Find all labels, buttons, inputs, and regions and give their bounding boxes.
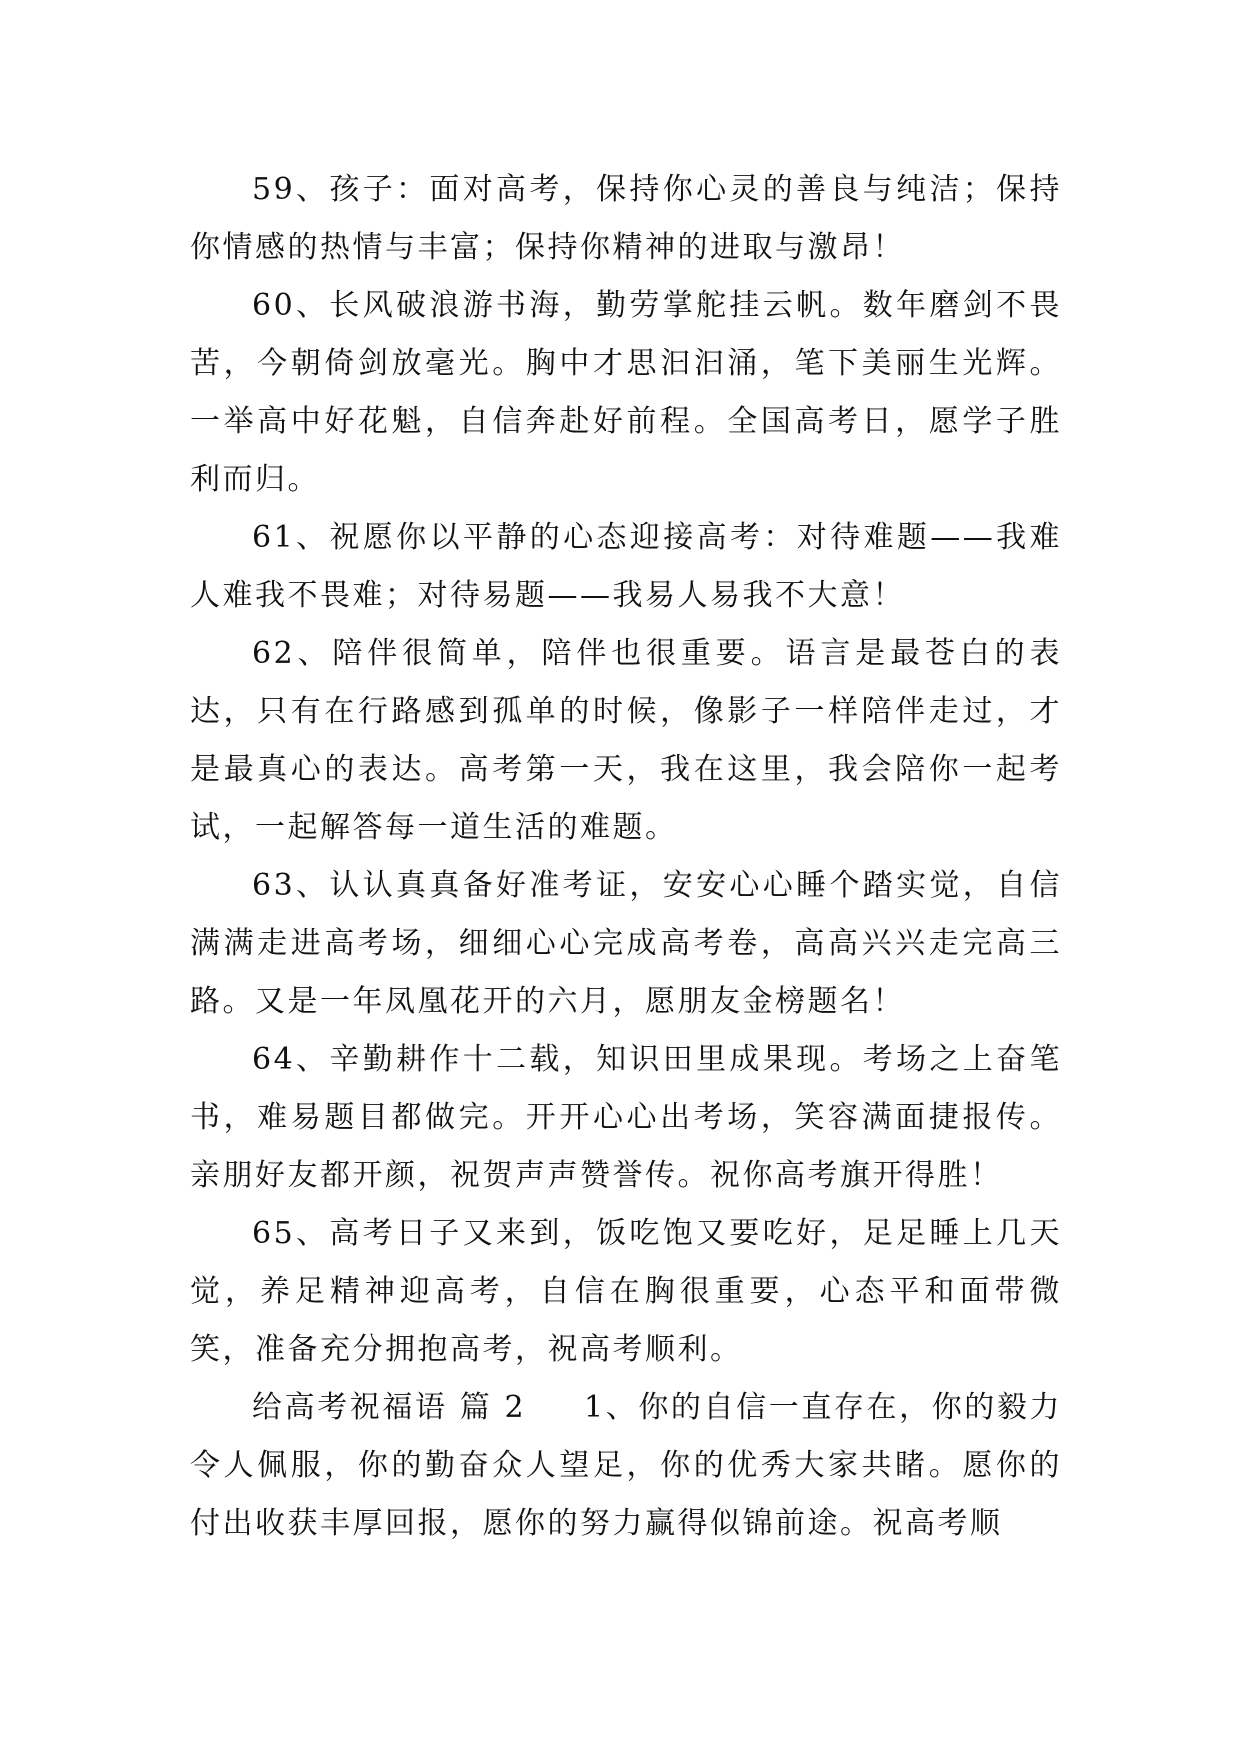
section-paragraph <box>190 1379 1062 1553</box>
paragraph-63: 63、认认真真备好准考证，安安心心睡个踏实觉，自信满满走进高考场，细细心心完成高考卷，高高兴兴走完高三路。又是一年凤凰花开的六月，愿朋友金榜题名！ <box>190 868 1062 1019</box>
paragraph-59: 59、孩子：面对高考，保持你心灵的善良与纯洁；保持你情感的热情与丰富；保持你精神的进取与激昂！ <box>190 172 1062 265</box>
section-title: 给高考祝福语 篇 2 <box>252 1390 527 1425</box>
document-body <box>190 161 1062 1553</box>
paragraph-62: 62、陪伴很简单，陪伴也很重要。语言是最苍白的表达，只有在行路感到孤单的时候，像影子一样陪伴走过，才是最真心的表达。高考第一天，我在这里，我会陪你一起考试，一起解答每一道生活的难题。 <box>190 636 1062 845</box>
paragraph-64: 64、辛勤耕作十二载，知识田里成果现。考场之上奋笔书，难易题目都做完。开开心心出考场，笑容满面捷报传。亲朋好友都开颜，祝贺声声赞誉传。祝你高考旗开得胜！ <box>190 1042 1062 1193</box>
paragraph-65: 65、高考日子又来到，饭吃饱又要吃好，足足睡上几天觉，养足精神迎高考，自信在胸很重要，心态平和面带微笑，准备充分拥抱高考，祝高考顺利。 <box>190 1216 1062 1367</box>
paragraph-60: 60、长风破浪游书海，勤劳掌舵挂云帆。数年磨剑不畏苦，今朝倚剑放毫光。胸中才思汩汩涌，笔下美丽生光辉。一举高中好花魁，自信奔赴好前程。全国高考日，愿学子胜利而归。 <box>190 288 1062 497</box>
paragraph-61: 61、祝愿你以平静的心态迎接高考：对待难题——我难人难我不畏难；对待易题——我易人易我不大意！ <box>190 520 1062 613</box>
section-item-1: 1、你的自信一直存在，你的毅力令人佩服，你的勤奋众人望足，你的优秀大家共睹。愿你的付出收获丰厚回报，愿你的努力赢得似锦前途。祝高考顺 <box>190 1390 1062 1541</box>
